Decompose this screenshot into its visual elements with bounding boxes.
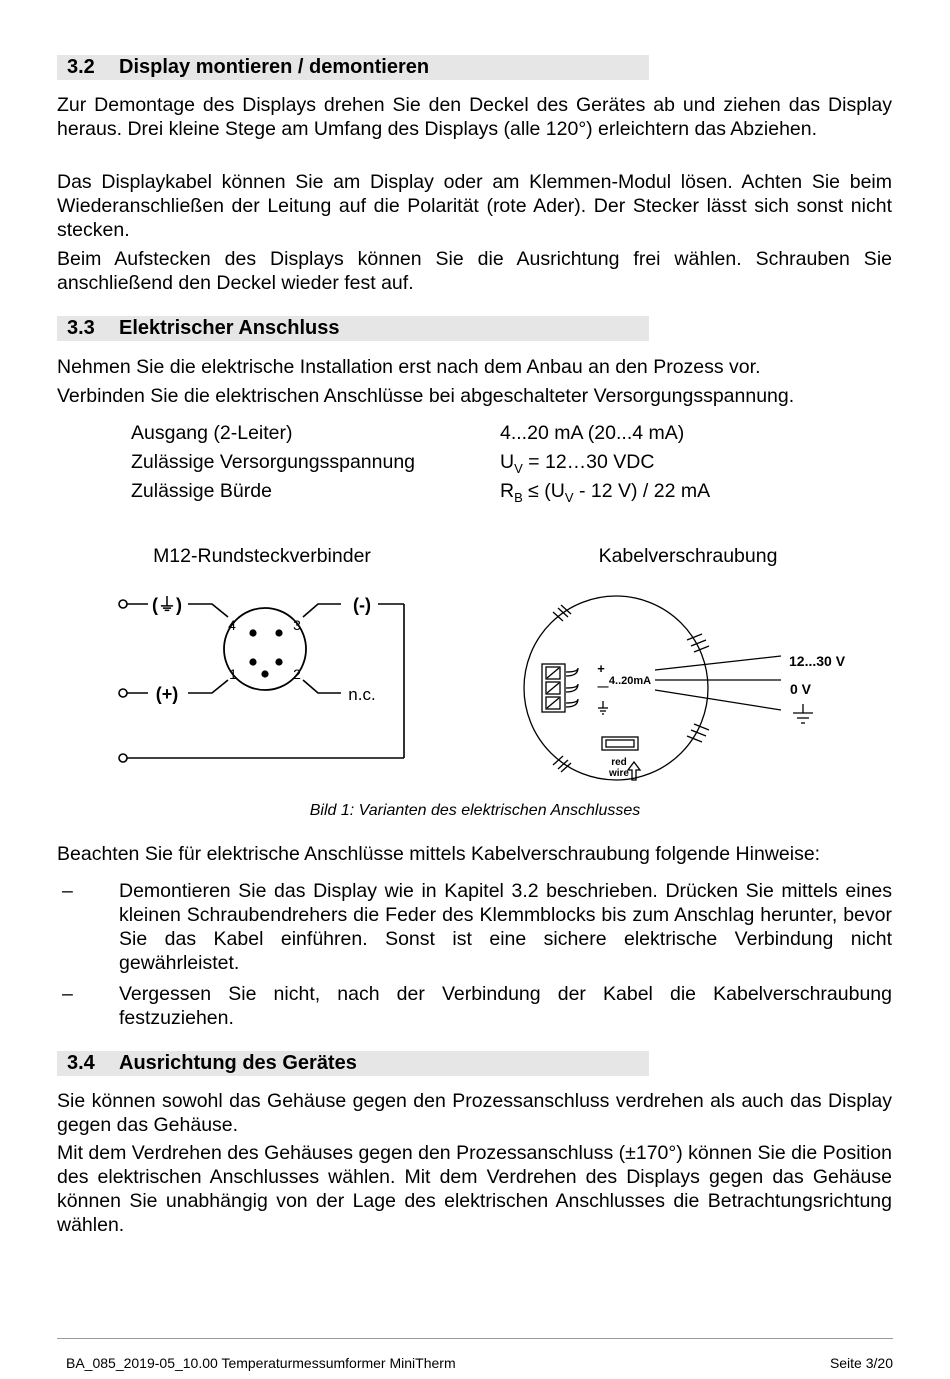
- cable-gland-drawing: [524, 596, 813, 780]
- connection-diagram: [0, 530, 950, 795]
- cable-title: Kabelverschraubung: [598, 545, 778, 567]
- figure-caption: Bild 1: Varianten des elektrischen Anschlusses: [309, 802, 641, 819]
- ground-label: (⏚): [152, 595, 182, 615]
- plus-terminal-label: +: [597, 661, 605, 676]
- bullet-dash: –: [62, 983, 73, 1005]
- minus-terminal-label: —: [597, 681, 609, 693]
- paragraph: Mit dem Verdrehen des Gehäuses gegen den Prozessanschluss (±170°) können Sie die Position des elektrischen Anschlusses wählen. Mit dem Verdrehen des Displays gegen das Gehäuse können Sie unabhängig von der Lage des elektrischen Anschlusses die Betrachtungsrichtung wählen.: [57, 1142, 892, 1236]
- m12-pins: [249, 629, 282, 677]
- section-number: 3.2: [67, 56, 95, 78]
- zero-volt-label: 0 V: [790, 681, 812, 697]
- terminal-circle: [119, 600, 127, 608]
- paragraph: Das Displaykabel können Sie am Display oder am Klemmen-Modul lösen. Achten Sie beim Wiederanschließen der Leitung auf die Polarität (rote Ader). Der Stecker lässt sich sonst nicht stecken.: [57, 171, 892, 241]
- section-title: Elektrischer Anschluss: [119, 317, 340, 339]
- spec-label: Zulässige Versorgungsspannung: [131, 451, 416, 473]
- section-heading-3-4: [57, 1051, 649, 1076]
- pin-number: 4: [228, 617, 236, 633]
- spec-value: $R_B \le (U_V - 12$ V) / 22 mA: [500, 480, 711, 505]
- pin-number: 1: [229, 666, 237, 682]
- spec-label: Zulässige Bürde: [131, 480, 272, 502]
- paragraph: Nehmen Sie die elektrische Installation erst nach dem Anbau an den Prozess vor.: [57, 356, 761, 378]
- terminal-springs: [566, 668, 578, 707]
- housing-tab: [687, 634, 709, 652]
- spec-value: 4...20 mA (20...4 mA): [500, 422, 685, 444]
- section-number: 3.4: [67, 1052, 95, 1074]
- footer-page-number: Seite 3/20: [829, 1355, 893, 1371]
- paragraph: Beim Aufstecken des Displays können Sie die Ausrichtung frei wählen. Schrauben Sie anschließend den Deckel wieder fest auf.: [57, 248, 892, 294]
- footer-rule: [57, 1338, 893, 1339]
- wire-label: wire: [608, 768, 630, 779]
- terminal-circle: [119, 689, 127, 697]
- terminal-circle: [119, 754, 127, 762]
- section-heading-3-2: [57, 55, 649, 80]
- section-title: Display montieren / demontieren: [119, 56, 430, 78]
- current-label: 4..20mA: [608, 675, 652, 687]
- m12-connector-drawing: [119, 600, 404, 762]
- housing-tab: [687, 724, 709, 742]
- bullet-dash: –: [62, 880, 73, 902]
- paragraph: Sie können sowohl das Gehäuse gegen den Prozessanschluss verdrehen als auch das Display gegen das Gehäuse.: [57, 1090, 892, 1136]
- pin-number: 2: [293, 666, 301, 682]
- section-heading-3-3: [57, 316, 649, 341]
- paragraph: Verbinden Sie die elektrischen Anschlüsse bei abgeschalteter Versorgungsspannung.: [57, 385, 795, 407]
- section-number: 3.3: [67, 317, 95, 339]
- housing-tab: [553, 756, 571, 772]
- spec-value: $U_V$ = 12…30 VDC: [500, 451, 655, 476]
- housing-circle: [524, 596, 708, 780]
- paragraph: Beachten Sie für elektrische Anschlüsse mittels Kabelverschraubung folgende Hinweise:: [57, 843, 821, 865]
- pin-number: 3: [293, 617, 301, 633]
- plus-label: (+): [155, 684, 179, 704]
- paragraph: Zur Demontage des Displays drehen Sie den Deckel des Gerätes ab und ziehen das Display heraus. Drei kleine Stege am Umfang des Displays (alle 120°) erleichtern das Abziehen.: [57, 94, 892, 140]
- supply-voltage-label: 12...30 V: [789, 653, 846, 669]
- minus-label: (-): [353, 595, 371, 615]
- bullet-text: Vergessen Sie nicht, nach der Verbindung der Kabel die Kabelverschraubung festzuziehen.: [119, 983, 892, 1029]
- footer-document-id: BA_085_2019-05_10.00 Temperaturmessumformer MiniTherm: [66, 1355, 456, 1371]
- display-connector: [602, 737, 638, 750]
- section-title: Ausrichtung des Gerätes: [119, 1052, 357, 1074]
- m12-title: M12-Rundsteckverbinder: [153, 545, 371, 567]
- nc-label: n.c.: [348, 685, 376, 704]
- bullet-text: Demontieren Sie das Display wie in Kapitel 3.2 beschrieben. Drücken Sie mittels eines kleinen Schraubendrehers die Feder des Klemmblocks bis zum Anschlag herunter, bevor Sie das Kabel einführen. Sonst ist eine sichere elektrische Verbindung nicht gewährleistet.: [119, 880, 892, 974]
- red-label: red: [611, 757, 627, 768]
- spec-label: Ausgang (2-Leiter): [131, 422, 293, 444]
- terminal-screws: [546, 667, 560, 709]
